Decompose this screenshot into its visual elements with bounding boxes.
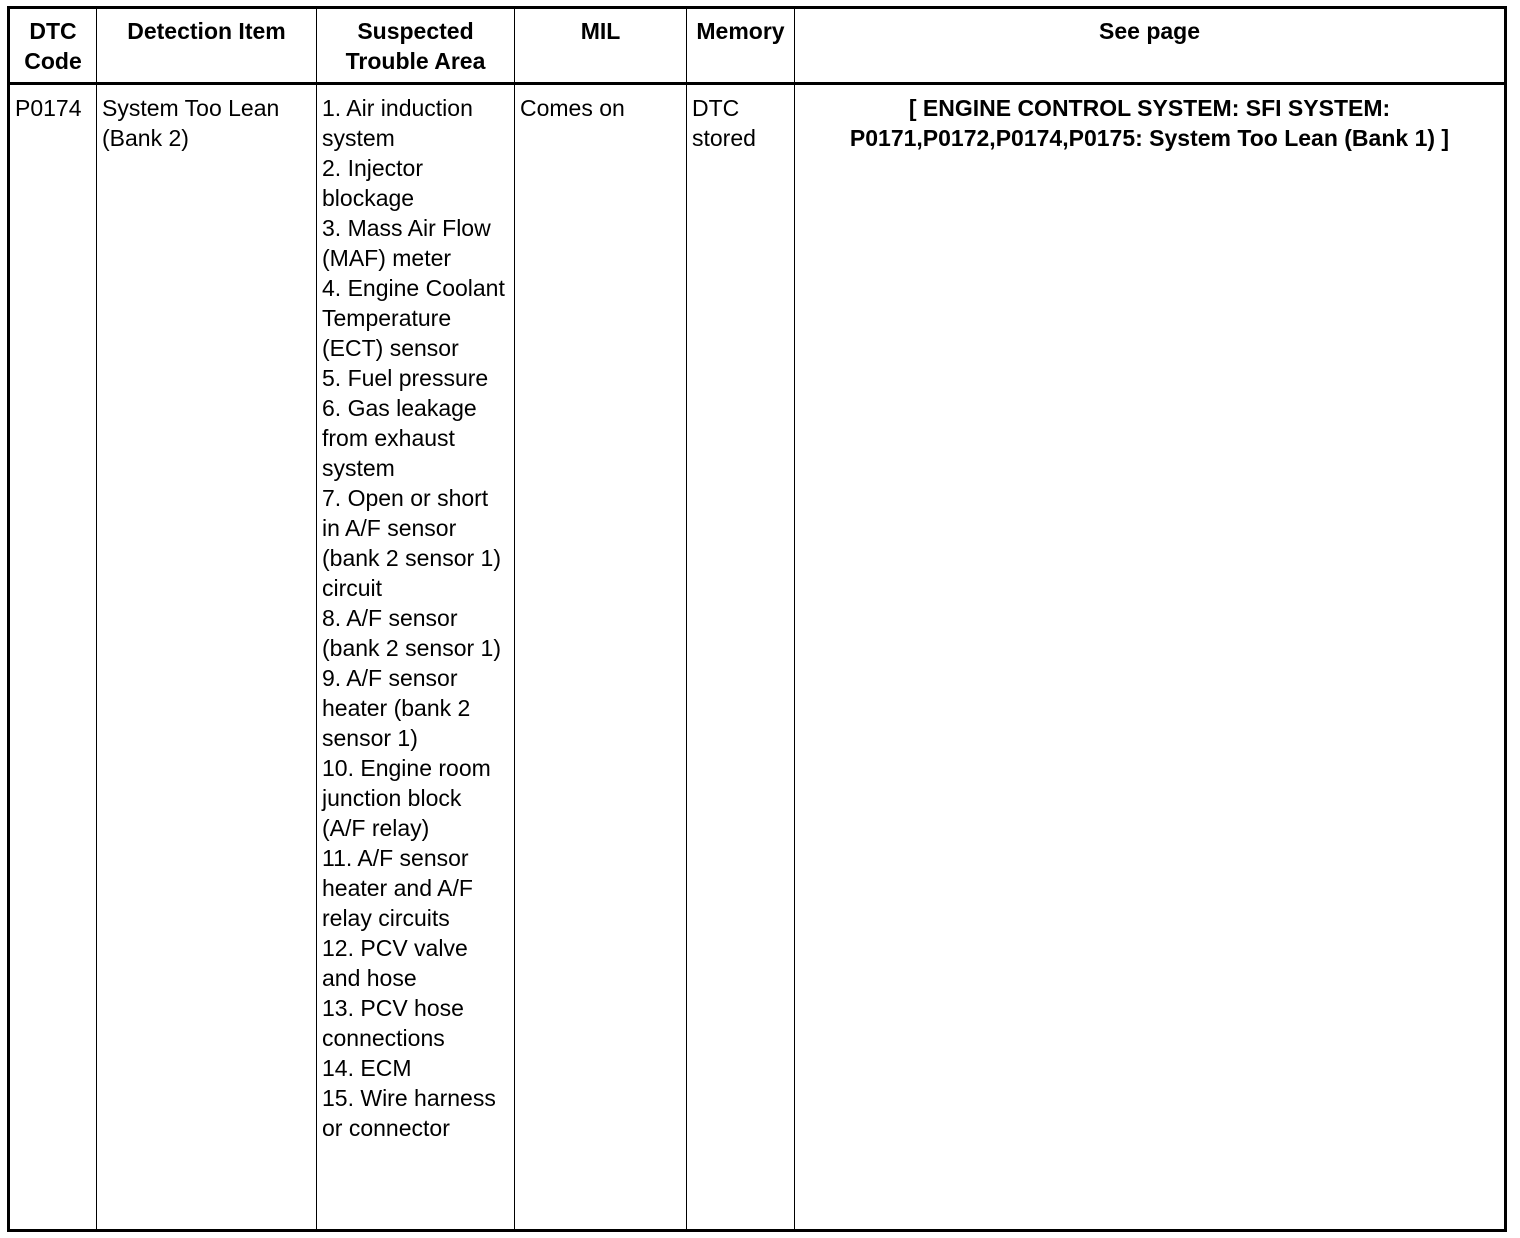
header-dtc-code-line2: Code (24, 48, 82, 74)
list-item: 13. PCV hose connections (322, 995, 464, 1051)
header-area-line2: Trouble Area (345, 48, 486, 74)
see-page-link-line1[interactable]: [ ENGINE CONTROL SYSTEM: SFI SYSTEM: (908, 95, 1391, 121)
list-item: 5. Fuel pressure (322, 365, 489, 391)
cell-mil: Comes on (515, 84, 687, 1231)
header-mil: MIL (515, 8, 687, 84)
list-item: 14. ECM (322, 1055, 412, 1081)
cell-memory (687, 84, 795, 1231)
header-see-page: See page (795, 8, 1506, 84)
header-dtc-code-line1: DTC (29, 18, 77, 44)
list-item: 12. PCV valve and hose (322, 935, 468, 991)
list-item: 15. Wire harness or connector (322, 1085, 496, 1141)
see-page-link-line2[interactable]: P0171,P0172,P0174,P0175: System Too Lean (Bank 1) ] (849, 125, 1450, 151)
list-item: 4. Engine Coolant Temperature (ECT) sensor (322, 275, 505, 361)
list-item: 1. Air induction system (322, 95, 473, 151)
header-row (9, 8, 1506, 84)
memory-line2: stored (692, 125, 756, 151)
list-item: 6. Gas leakage from exhaust system (322, 395, 477, 481)
header-suspected-trouble-area (317, 8, 515, 84)
table-row (9, 84, 1506, 1231)
header-area-line1: Suspected (357, 18, 474, 44)
dtc-table (7, 6, 1507, 1232)
list-item: 2. Injector blockage (322, 155, 423, 211)
header-detection-item: Detection Item (97, 8, 317, 84)
list-item: 3. Mass Air Flow (MAF) meter (322, 215, 491, 271)
list-item: 11. A/F sensor heater and A/F relay circuits (322, 845, 473, 931)
cell-see-page[interactable] (795, 84, 1506, 1231)
list-item: 10. Engine room junction block (A/F relay) (322, 755, 491, 841)
detection-item-line2: (Bank 2) (102, 125, 189, 151)
cell-suspected-trouble-area (317, 84, 515, 1231)
memory-line1: DTC (692, 95, 740, 121)
list-item: 7. Open or short in A/F sensor (bank 2 sensor 1) circuit (322, 485, 501, 601)
header-dtc-code (9, 8, 97, 84)
cell-detection-item (97, 84, 317, 1231)
list-item: 9. A/F sensor heater (bank 2 sensor 1) (322, 665, 471, 751)
list-item: 8. A/F sensor (bank 2 sensor 1) (322, 605, 501, 661)
header-memory: Memory (687, 8, 795, 84)
detection-item-line1: System Too Lean (102, 95, 280, 121)
cell-dtc-code: P0174 (9, 84, 97, 1231)
trouble-area-list (322, 93, 509, 1143)
